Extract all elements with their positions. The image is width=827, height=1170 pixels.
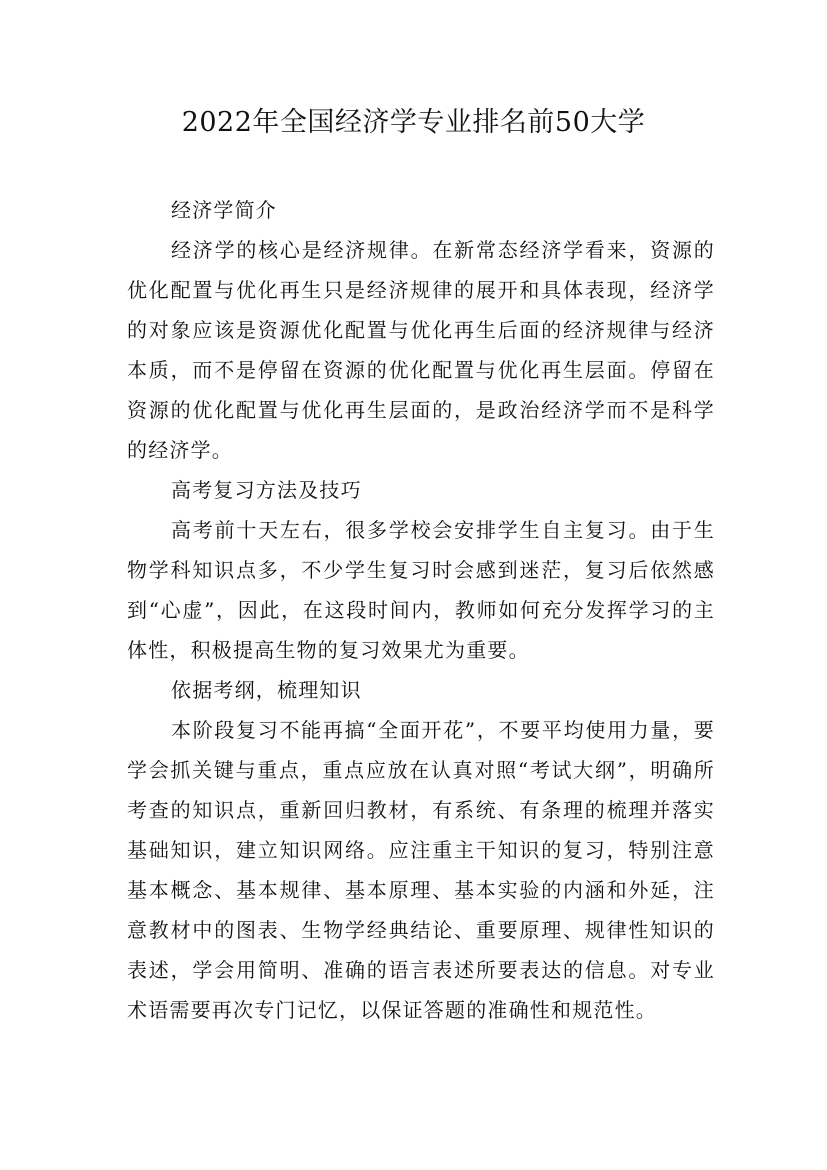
document-body [127, 190, 715, 1030]
section-heading-economics-intro: 经济学简介 [171, 198, 277, 222]
section-heading-review-methods: 高考复习方法及技巧 [171, 478, 362, 502]
paragraph-syllabus-review: 本阶段复习不能再搞“全面开花”，不要平均使用力量，要学会抓关键与重点，重点应放在认真对照“考试大纲”，明确所考查的知识点，重新回归教材，有系统、有条理的梳理并落实基础知识，建立知识网络。应注重主干知识的复习，特别注意基本概念、基本规律、基本原理、基本实验的内涵和外延，注意教材中的图表、生物学经典结论、重要原理、规律性知识的表述，学会用简明、准确的语言表述所要表达的信息。对专业术语需要再次专门记忆，以保证答题的准确性和规范性。 [127, 718, 715, 1022]
section-heading-syllabus-review: 依据考纲，梳理知识 [171, 678, 362, 702]
paragraph-economics-intro: 经济学的核心是经济规律。在新常态经济学看来，资源的优化配置与优化再生只是经济规律的展开和具体表现，经济学的对象应该是资源优化配置与优化再生后面的经济规律与经济本质，而不是停留在资源的优化配置与优化再生层面。停留在资源的优化配置与优化再生层面的，是政治经济学而不是科学的经济学。 [127, 238, 715, 462]
document-title: 2022年全国经济学专业排名前50大学 [181, 107, 646, 138]
paragraph-review-methods: 高考前十天左右，很多学校会安排学生自主复习。由于生物学科知识点多，不少学生复习时会感到迷茫，复习后依然感到“心虚”，因此，在这段时间内，教师如何充分发挥学习的主体性，积极提高生物的复习效果尤为重要。 [127, 518, 715, 662]
